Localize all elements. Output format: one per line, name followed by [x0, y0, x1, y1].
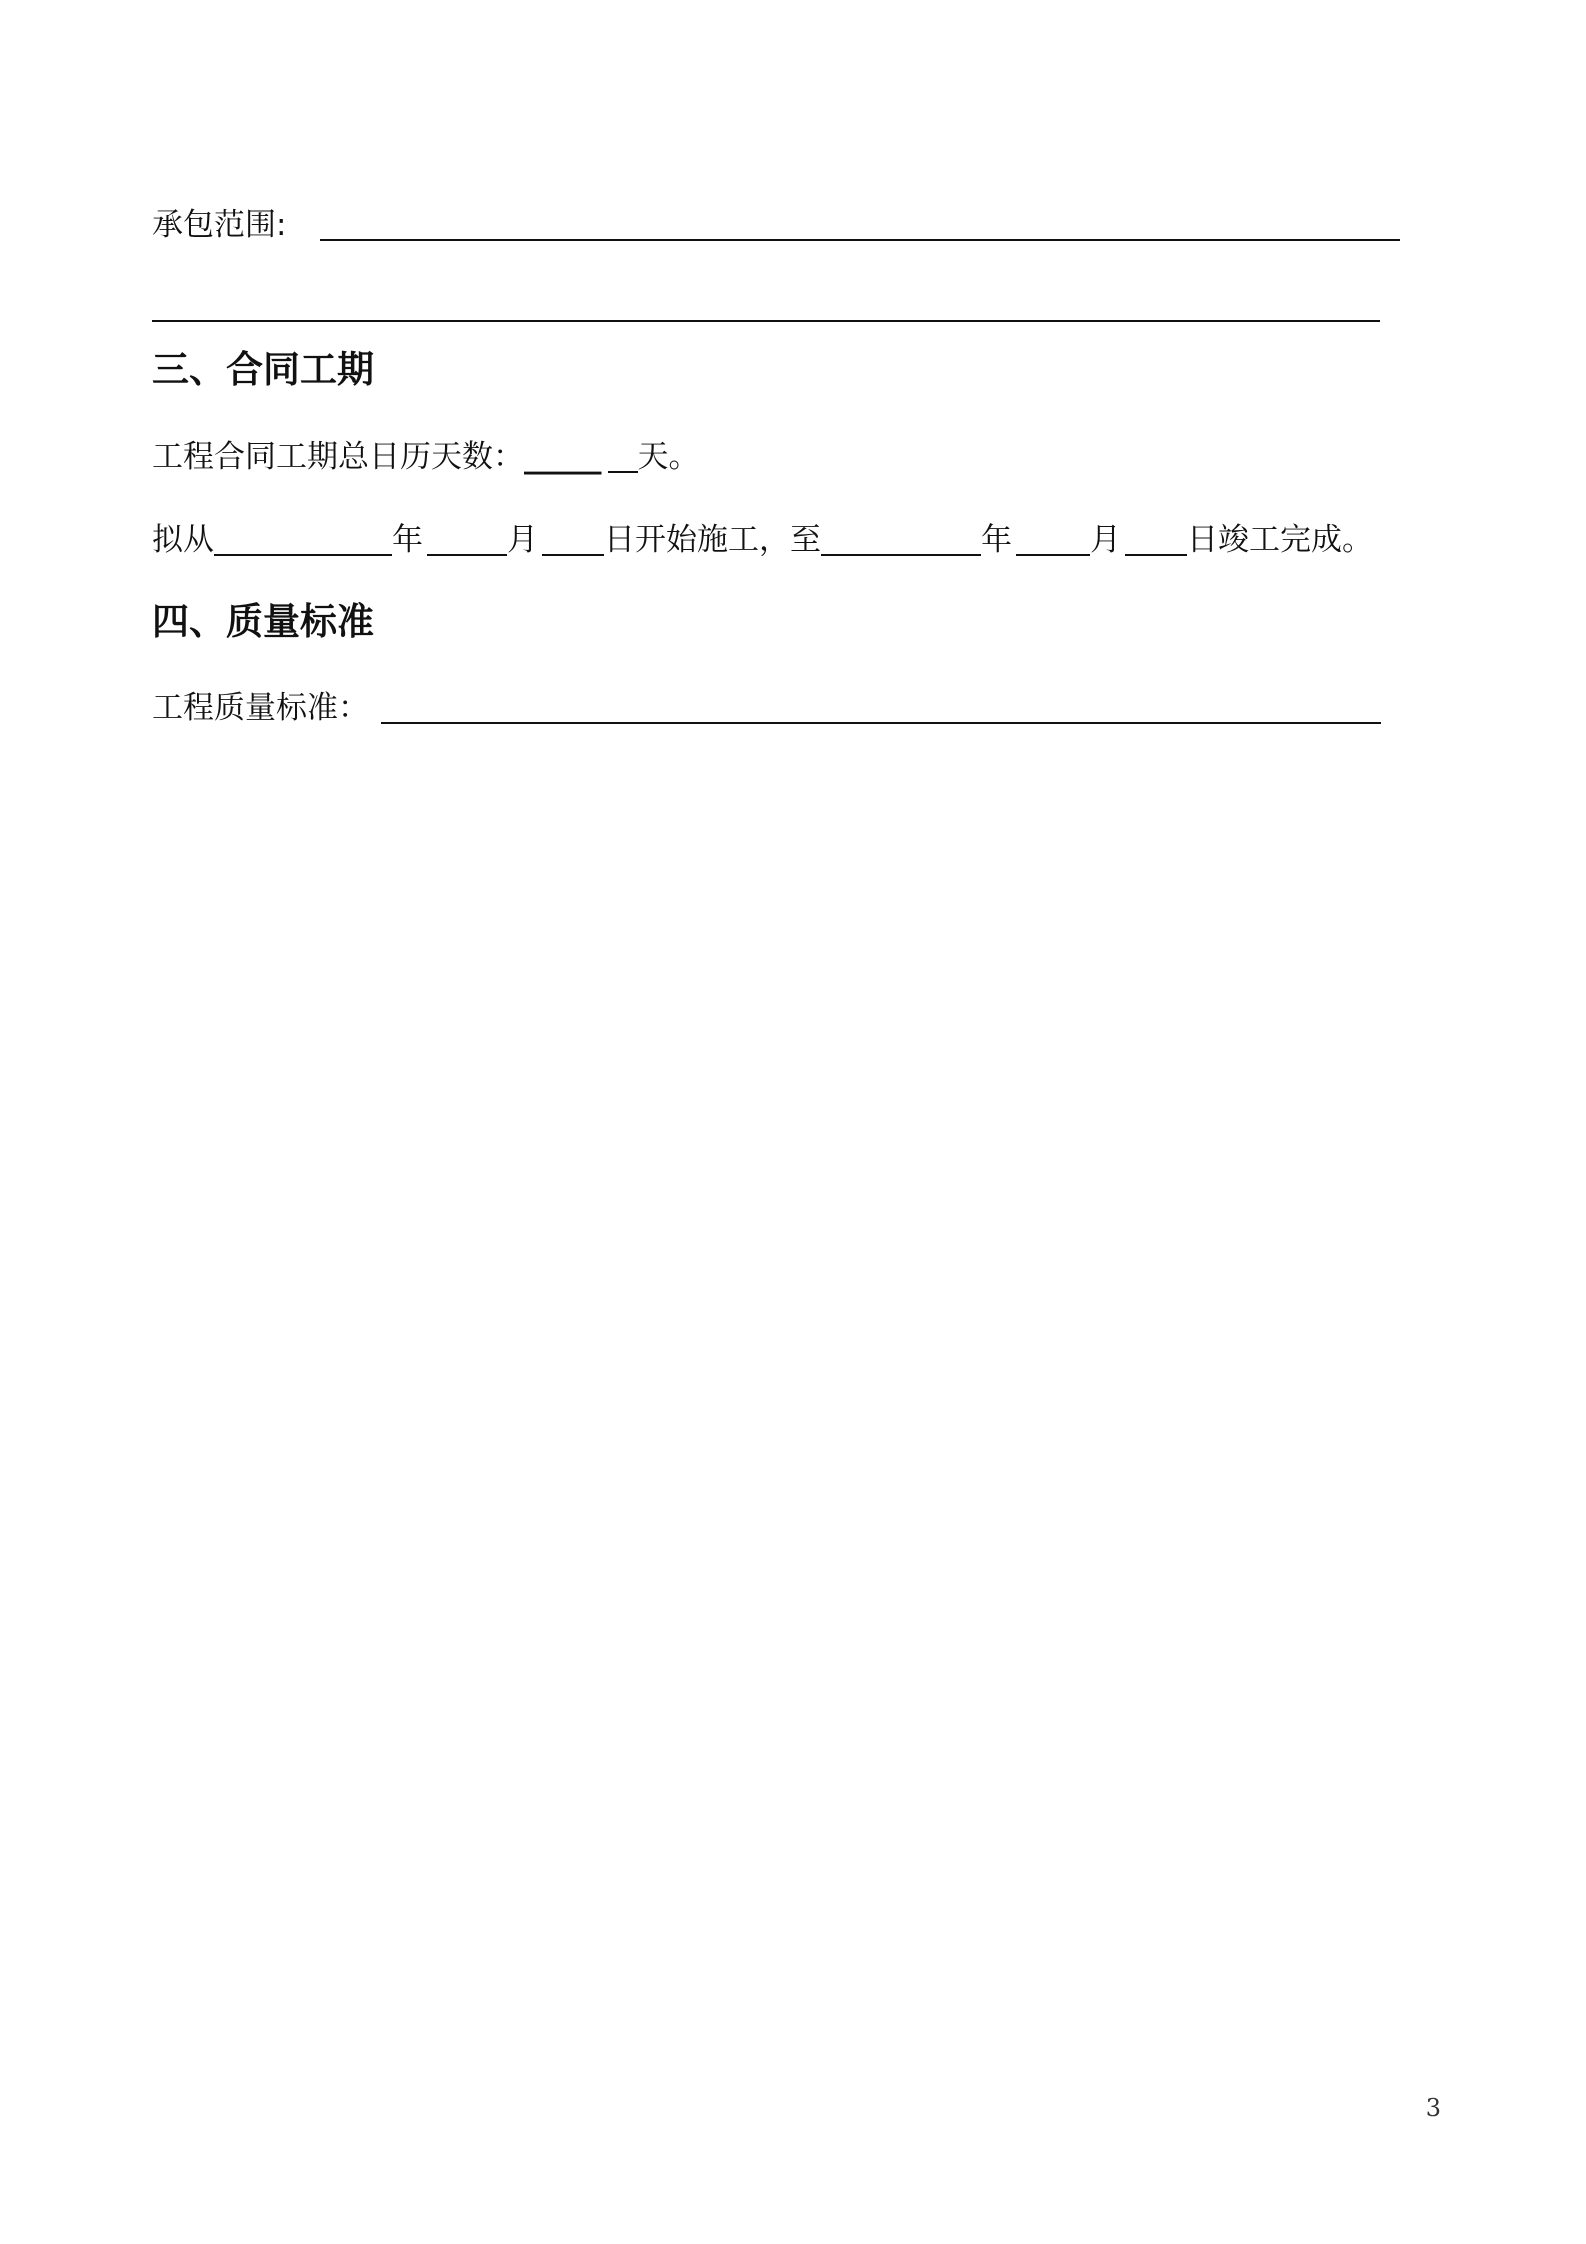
- total-days-extra-line[interactable]: [608, 437, 638, 473]
- quality-label: 工程质量标准：: [152, 690, 369, 726]
- page-number: 3: [1425, 2094, 1441, 2122]
- scope-row: [152, 205, 1400, 245]
- total-days-label: 工程合同工期总日历天数：: [152, 439, 524, 475]
- total-days-blank[interactable]: _____: [524, 439, 602, 475]
- start-day-field[interactable]: [542, 520, 604, 556]
- end-day-field[interactable]: [1125, 520, 1187, 556]
- start-month-field[interactable]: [427, 520, 507, 556]
- section4-heading: 四、质量标准: [152, 600, 374, 643]
- date-prefix: 拟从: [152, 522, 214, 558]
- end-month-field[interactable]: [1016, 520, 1090, 556]
- total-days-unit: 天。: [637, 439, 700, 475]
- start-year-label: 年: [392, 522, 423, 558]
- quality-input-line[interactable]: [381, 688, 1381, 724]
- start-month-label: 月: [507, 522, 538, 558]
- section4-heading-row: [152, 600, 374, 644]
- scope-input-line[interactable]: [320, 205, 1400, 241]
- date-range-row: [152, 520, 1373, 560]
- end-year-label: 年: [981, 522, 1012, 558]
- section3-heading-row: [152, 348, 374, 392]
- end-month-label: 月: [1090, 522, 1121, 558]
- end-year-field[interactable]: [821, 520, 981, 556]
- end-suffix: 日竣工完成。: [1187, 522, 1373, 558]
- section3-heading: 三、合同工期: [152, 348, 374, 391]
- scope-label: 承包范围:: [152, 207, 287, 243]
- start-year-field[interactable]: [214, 520, 392, 556]
- scope-continuation-line[interactable]: [152, 320, 1380, 322]
- start-suffix: 日开始施工，至: [604, 522, 821, 558]
- total-days-row: [152, 437, 700, 477]
- quality-row: [152, 688, 1381, 728]
